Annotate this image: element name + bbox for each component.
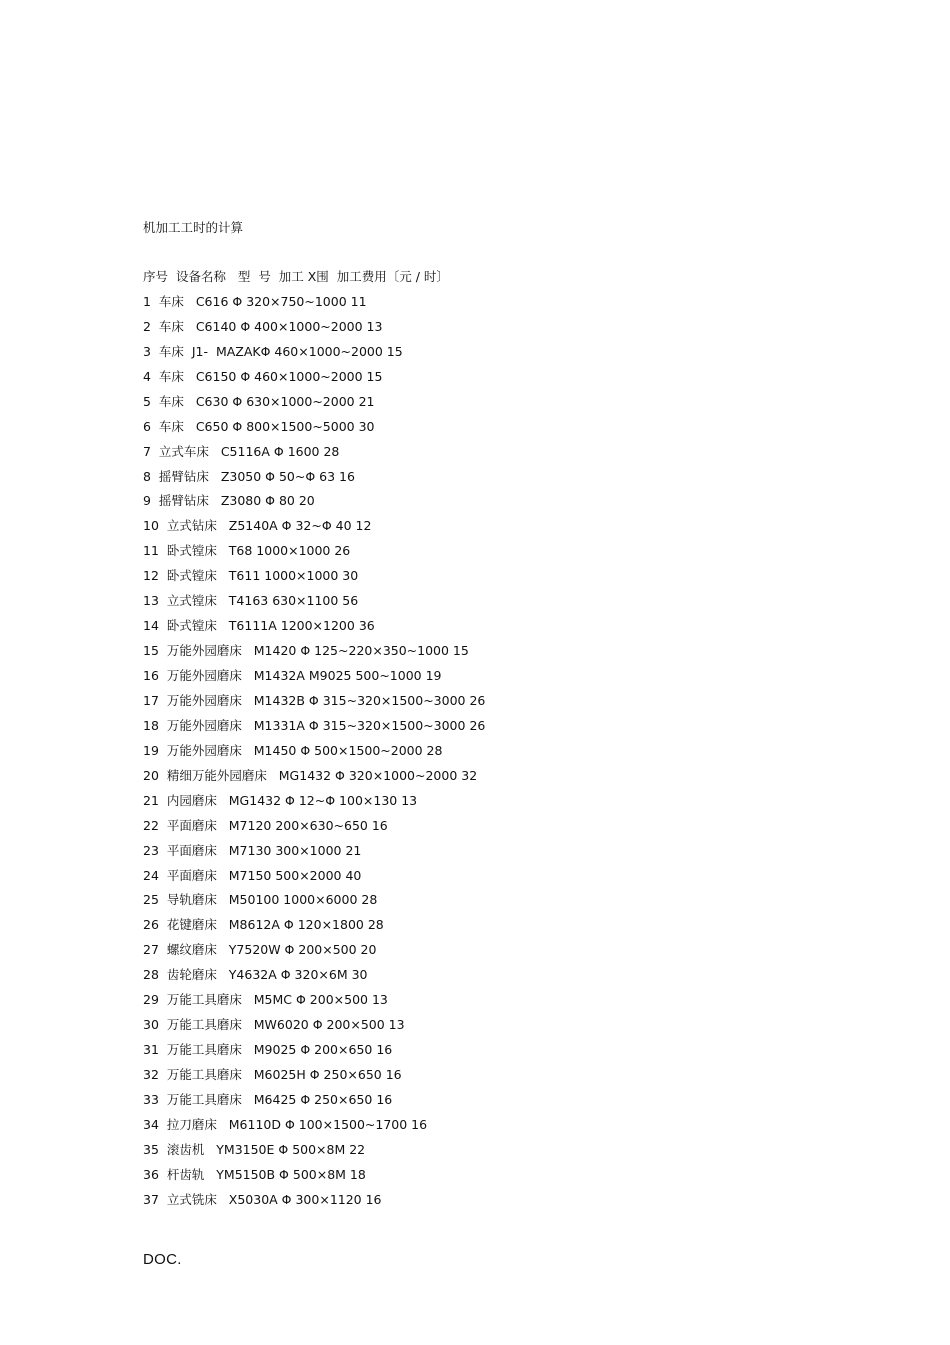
- list-item: 24 平面磨床 M7150 500×2000 40: [143, 867, 362, 883]
- list-header: 序号 设备名称 型 号 加工 X围 加工费用〔元 / 时〕: [143, 269, 449, 284]
- list-item: 27 螺纹磨床 Y7520W Φ 200×500 20: [143, 942, 377, 958]
- list-item: 34 拉刀磨床 M6110D Φ 100×1500~1700 16: [143, 1116, 428, 1132]
- list-item: 8 摇臂钻床 Z3050 Φ 50~Φ 63 16: [143, 468, 355, 484]
- list-item: 20 精细万能外园磨床 MG1432 Φ 320×1000~2000 32: [143, 767, 478, 783]
- list-item: 19 万能外园磨床 M1450 Φ 500×1500~2000 28: [143, 742, 443, 758]
- list-item: 26 花键磨床 M8612A Φ 120×1800 28: [143, 917, 384, 933]
- list-item: 23 平面磨床 M7130 300×1000 21: [143, 842, 362, 858]
- list-item: 22 平面磨床 M7120 200×630~650 16: [143, 817, 388, 833]
- list-item: 21 内园磨床 MG1432 Φ 12~Φ 100×130 13: [143, 792, 418, 808]
- list-item: 18 万能外园磨床 M1331A Φ 315~320×1500~3000 26: [143, 717, 486, 733]
- list-item: 10 立式钻床 Z5140A Φ 32~Φ 40 12: [143, 518, 372, 534]
- list-item: 17 万能外园磨床 M1432B Φ 315~320×1500~3000 26: [143, 692, 486, 708]
- list-item: 7 立式车床 C5116A Φ 1600 28: [143, 443, 340, 459]
- list-item: 9 摇臂钻床 Z3080 Φ 80 20: [143, 493, 315, 509]
- list-item: 4 车床 C6150 Φ 460×1000~2000 15: [143, 368, 383, 384]
- footer-label: DOC.: [143, 1251, 182, 1268]
- list-item: 33 万能工具磨床 M6425 Φ 250×650 16: [143, 1091, 393, 1107]
- list-item: 12 卧式镗床 T611 1000×1000 30: [143, 568, 359, 584]
- document-title: 机加工工时的计算: [143, 220, 244, 235]
- list-item: 30 万能工具磨床 MW6020 Φ 200×500 13: [143, 1017, 405, 1033]
- list-item: 1 车床 C616 Φ 320×750~1000 11: [143, 293, 367, 309]
- list-item: 28 齿轮磨床 Y4632A Φ 320×6M 30: [143, 967, 368, 983]
- list-item: 15 万能外园磨床 M1420 Φ 125~220×350~1000 15: [143, 643, 469, 659]
- list-item: 14 卧式镗床 T6111A 1200×1200 36: [143, 618, 375, 634]
- list-item: 13 立式镗床 T4163 630×1100 56: [143, 593, 359, 609]
- list-item: 16 万能外园磨床 M1432A M9025 500~1000 19: [143, 668, 442, 683]
- list-item: 35 滚齿机 YM3150E Φ 500×8M 22: [143, 1141, 366, 1157]
- list-item: 32 万能工具磨床 M6025H Φ 250×650 16: [143, 1067, 402, 1082]
- list-item: 29 万能工具磨床 M5MC Φ 200×500 13: [143, 992, 388, 1008]
- list-item: 25 导轨磨床 M50100 1000×6000 28: [143, 892, 378, 908]
- list-item: 5 车床 C630 Φ 630×1000~2000 21: [143, 393, 375, 409]
- list-item: 3 车床 J1- MAZAKΦ 460×1000~2000 15: [143, 343, 403, 359]
- list-item: 36 杆齿轨 YM5150B Φ 500×8M 18: [143, 1166, 366, 1182]
- list-item: 6 车床 C650 Φ 800×1500~5000 30: [143, 418, 375, 434]
- list-item: 37 立式铣床 X5030A Φ 300×1120 16: [143, 1191, 382, 1207]
- equipment-list: [143, 268, 903, 1216]
- list-item: 2 车床 C6140 Φ 400×1000~2000 13: [143, 318, 383, 334]
- list-item: 11 卧式镗床 T68 1000×1000 26: [143, 543, 351, 559]
- list-item: 31 万能工具磨床 M9025 Φ 200×650 16: [143, 1042, 393, 1058]
